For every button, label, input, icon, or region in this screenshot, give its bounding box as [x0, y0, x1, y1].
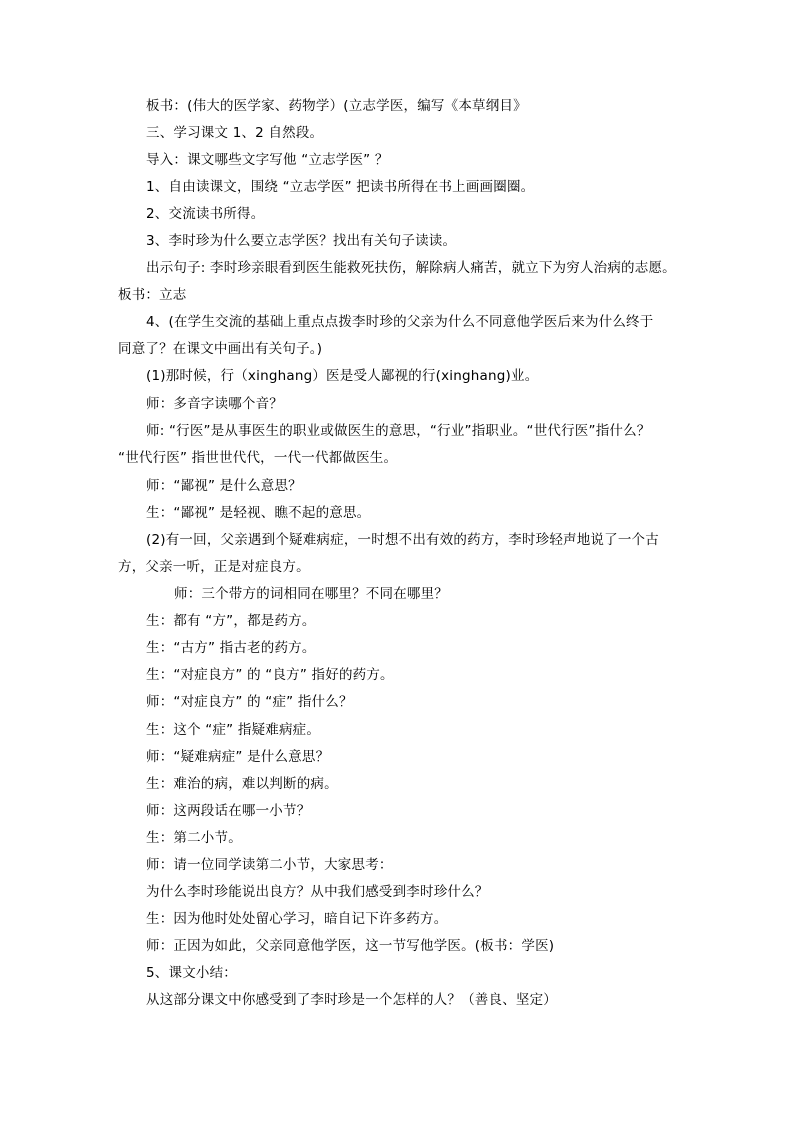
text-line: 生：难治的病，难以判断的病。 — [146, 776, 338, 792]
text-line: 师：“鄙视” 是什么意思？ — [146, 478, 302, 494]
text-line: 出示句子: 李时珍亲眼看到医生能救死扶伤，解除病人痛苦，就立下为穷人治病的志愿。 — [146, 260, 676, 276]
text-line: 生：因为他时处处留心学习，暗自记下许多药方。 — [146, 911, 448, 927]
text-line: (1)那时候，行（xinghang）医是受人鄙视的行(xinghang)业。 — [146, 368, 539, 384]
text-line: 生：“古方” 指古老的药方。 — [146, 640, 316, 656]
list-item: 3、李时珍为什么要立志学医？找出有关句子读读。 — [146, 233, 457, 249]
text-line: 同意了？在课文中画出有关句子。) — [118, 341, 323, 357]
text-line: 生：都有 “方”，都是药方。 — [146, 613, 316, 629]
text-line: 师：多音字读哪个音？ — [146, 396, 283, 412]
text-line: 生：“对症良方” 的 “良方” 指好的药方。 — [146, 667, 394, 683]
text-line: 师: “行医”是从事医生的职业或做医生的意思，“行业”指职业。“世代行医”指什么？ — [146, 423, 651, 439]
text-line: 师：“疑难病症” 是什么意思？ — [146, 749, 330, 765]
text-line: 从这部分课文中你感受到了李时珍是一个怎样的人？（善良、坚定） — [146, 992, 557, 1008]
text-line: (2)有一回，父亲遇到个疑难病症，一时想不出有效的药方，李时珍轻声地说了一个古 — [146, 532, 659, 548]
text-line: 板书：立志 — [118, 287, 187, 303]
list-item: 2、交流读书所得。 — [146, 206, 265, 222]
list-item: 1、自由读课文，围绕 “立志学医” 把读书所得在书上画画圈圈。 — [146, 179, 535, 195]
section-heading: 三、学习课文 1、2 自然段。 — [146, 125, 324, 141]
text-line: 师：“对症良方” 的 “症” 指什么？ — [146, 694, 353, 710]
list-item: 5、课文小结： — [146, 965, 237, 981]
text-line: 师：正因为如此，父亲同意他学医，这一节写他学医。(板书：学医) — [146, 938, 555, 954]
text-line: 师：三个带方的词相同在哪里？不同在哪里？ — [174, 586, 448, 602]
text-line: 为什么李时珍能说出良方？从中我们感受到李时珍什么？ — [146, 884, 489, 900]
list-item: 4、(在学生交流的基础上重点点拨李时珍的父亲为什么不同意他学医后来为什么终于 — [146, 314, 654, 330]
text-line: 导入：课文哪些文字写他 “立志学医” ？ — [146, 152, 389, 168]
text-line: 师：请一位同学读第二小节，大家思考： — [146, 857, 393, 873]
text-line: 生：第二小节。 — [146, 830, 242, 846]
text-line: 师：这两段话在哪一小节？ — [146, 803, 311, 819]
text-line: 方，父亲一听，正是对症良方。 — [118, 559, 310, 575]
text-line: 生：“鄙视” 是轻视、瞧不起的意思。 — [146, 505, 371, 521]
text-line: “世代行医” 指世世代代，一代一代都做医生。 — [118, 450, 398, 466]
text-line: 生：这个 “症” 指疑难病症。 — [146, 722, 321, 738]
text-line: 板书：(伟大的医学家、药物学）(立志学医，编写《本草纲目》 — [146, 98, 527, 114]
